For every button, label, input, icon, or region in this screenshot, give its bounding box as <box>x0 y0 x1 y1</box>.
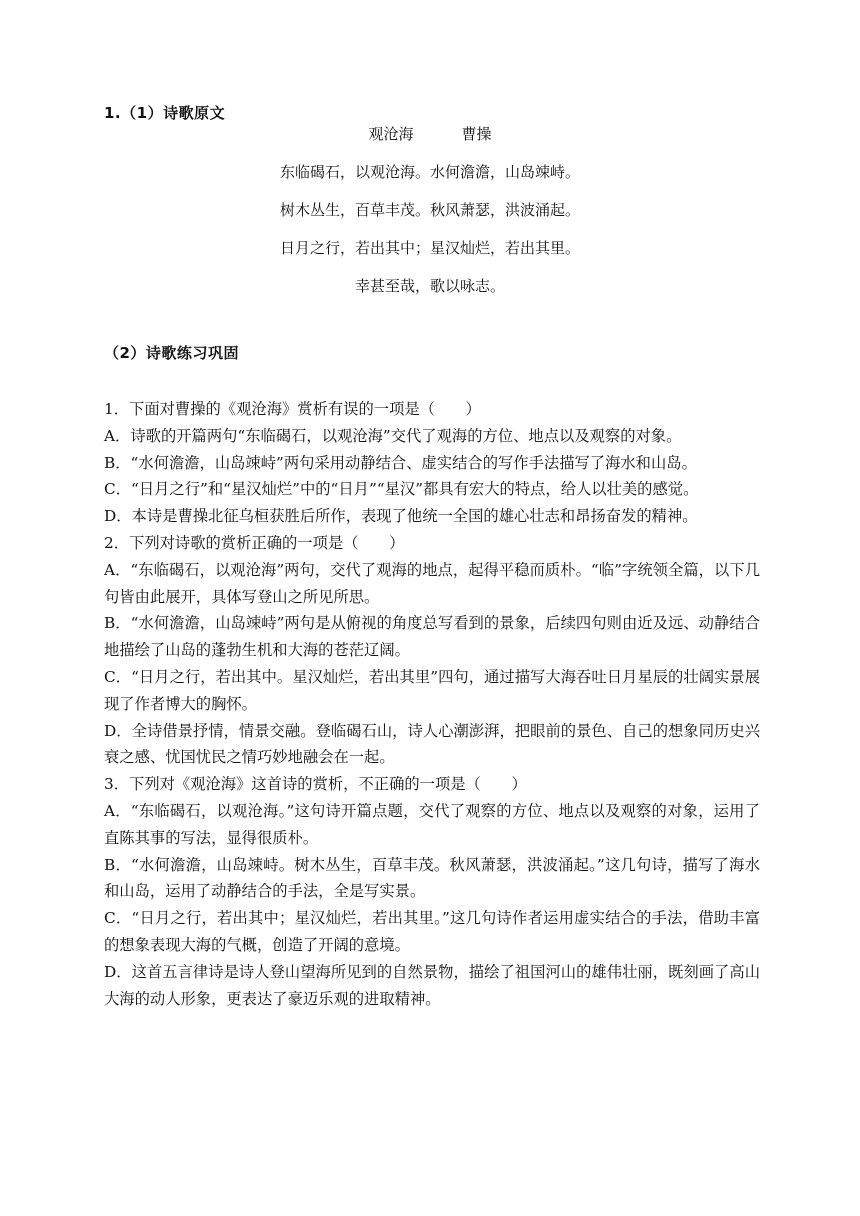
poem-author: 曹操 <box>461 125 492 143</box>
question-stem: 1．下面对曹操的《观沧海》赏析有误的一项是（ ） <box>104 400 481 418</box>
section-heading-exercises: （2）诗歌练习巩固 <box>104 344 239 362</box>
poem-line: 东临碣石，以观沧海。水何澹澹，山岛竦峙。 <box>279 163 580 181</box>
poem-line: 日月之行，若出其中；星汉灿烂，若出其里。 <box>279 239 580 257</box>
question-option: A．“东临碣石，以观沧海。”这句诗开篇点题，交代了观察的方位、地点以及观察的对象，运用了直陈其事的写法，显得很质朴。 <box>104 801 760 847</box>
poem-title: 观沧海 <box>368 125 414 143</box>
question-option: D．全诗借景抒情，情景交融。登临碣石山，诗人心潮澎湃，把眼前的景色、自己的想象同历史兴衰之感、忧国忧民之情巧妙地融会在一起。 <box>104 721 760 767</box>
question-option: A．“东临碣石，以观沧海”两句，交代了观海的地点，起得平稳而质朴。“临”字统领全篇，以下几句皆由此展开，具体写登山之所见所思。 <box>104 560 760 606</box>
poem-block <box>104 122 756 312</box>
exercise-list <box>104 396 760 1012</box>
question-option: B．“水何澹澹，山岛竦峙。树木丛生，百草丰茂。秋风萧瑟，洪波涌起。”这几句诗，描写了海水和山岛，运用了动静结合的手法，全是写实景。 <box>104 855 760 901</box>
section-heading-original-poem: 1.（1）诗歌原文 <box>104 104 226 122</box>
poem-line: 幸甚至哉，歌以咏志。 <box>354 277 505 295</box>
question-option: D．这首五言律诗是诗人登山望海所见到的自然景物，描绘了祖国河山的雄伟壮丽，既刻画了高山大海的动人形象，更表达了豪迈乐观的进取精神。 <box>104 962 760 1008</box>
question-option: C．“日月之行，若出其中；星汉灿烂，若出其里。”这几句诗作者运用虚实结合的手法，借助丰富的想象表现大海的气概，创造了开阔的意境。 <box>104 909 760 954</box>
question-stem: 2．下列对诗歌的赏析正确的一项是（ ） <box>104 533 405 552</box>
question-option: D．本诗是曹操北征乌桓获胜后所作，表现了他统一全国的雄心壮志和昂扬奋发的精神。 <box>104 507 698 526</box>
poem-line: 树木丛生，百草丰茂。秋风萧瑟，洪波涌起。 <box>279 201 580 219</box>
poem-title-line <box>104 122 756 146</box>
question-stem: 3．下列对《观沧海》这首诗的赏析，不正确的一项是（ ） <box>104 775 527 794</box>
question-option: B．“水何澹澹，山岛竦峙”两句是从俯视的角度总写看到的景象，后续四句则由近及远、动静结合地描绘了山岛的蓬勃生机和大海的苍茫辽阔。 <box>104 614 760 660</box>
question-option: C．“日月之行，若出其中。星汉灿烂，若出其里”四句，通过描写大海吞吐日月星辰的壮阔实景展现了作者博大的胸怀。 <box>104 667 760 713</box>
question-option: C．“日月之行”和“星汉灿烂”中的“日月”“星汉”都具有宏大的特点，给人以壮美的感觉。 <box>104 480 699 499</box>
question-option: B．“水何澹澹，山岛竦峙”两句采用动静结合、虚实结合的写作手法描写了海水和山岛。 <box>104 453 697 472</box>
question-option: A．诗歌的开篇两句“东临碣石，以观沧海”交代了观海的方位、地点以及观察的对象。 <box>104 426 682 445</box>
